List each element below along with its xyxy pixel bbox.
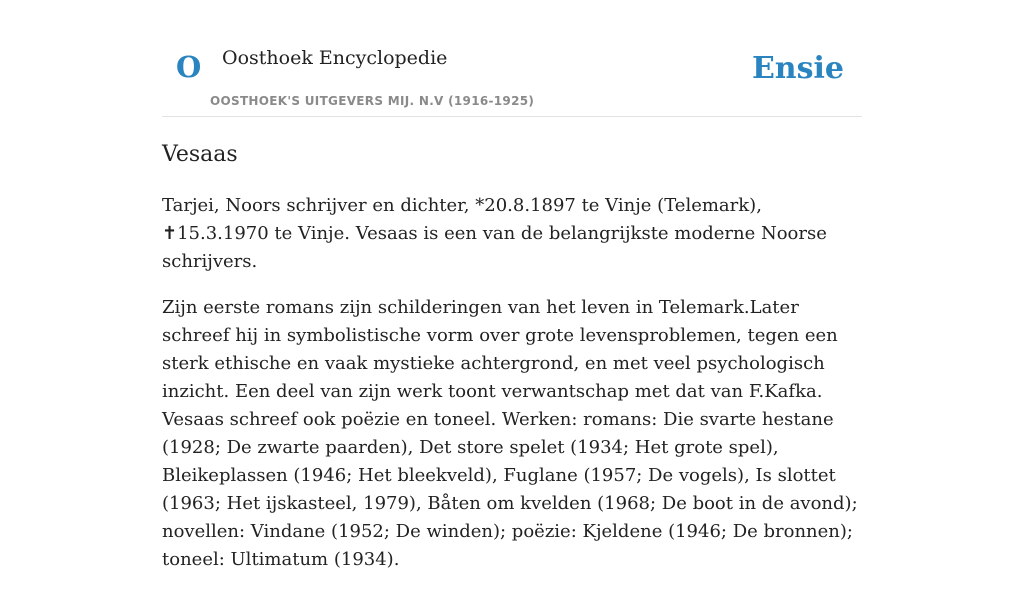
header [162, 0, 862, 117]
entry-title: Vesaas [162, 142, 238, 167]
book-title-link[interactable]: Oosthoek Encyclopedie [222, 47, 448, 69]
entry-body [162, 192, 862, 592]
entry-paragraph: Tarjei, Noors schrijver en dichter, *20.8.1897 te Vinje (Telemark), ✝15.3.1970 te Vinje. Vesaas is een van de belangrijkste moderne Noorse schrijvers. [162, 195, 827, 272]
ensie-logo-link[interactable]: Ensie [751, 51, 844, 86]
book-logo[interactable]: O [176, 50, 202, 84]
entry-paragraph: Zijn eerste romans zijn schilderingen van het leven in Telemark.Later schreef hij in symbolistische vorm over grote levensproblemen, tegen een sterk ethische en vaak mystieke achtergrond, en met veel psychologisch inzicht. Een deel van zijn werk toont verwantschap met dat van F.Kafka. Vesaas schreef ook poëzie en toneel. Werken: romans: Die svarte hestane (1928; De zwarte paarden), Det store spelet (1934; Het grote spel), Bleikeplassen (1946; Het bleekveld), Fuglane (1957; De vogels), Is slottet (1963; Het ijskasteel, 1979), Båten om kvelden (1968; De boot in de avond); novellen: Vindane (1952; De winden); poëzie: Kjeldene (1946; De bronnen); toneel: Ultimatum (1934). [162, 297, 858, 570]
publisher-label: OOSTHOEK'S UITGEVERS MIJ. N.V (1916-1925) [210, 94, 535, 108]
